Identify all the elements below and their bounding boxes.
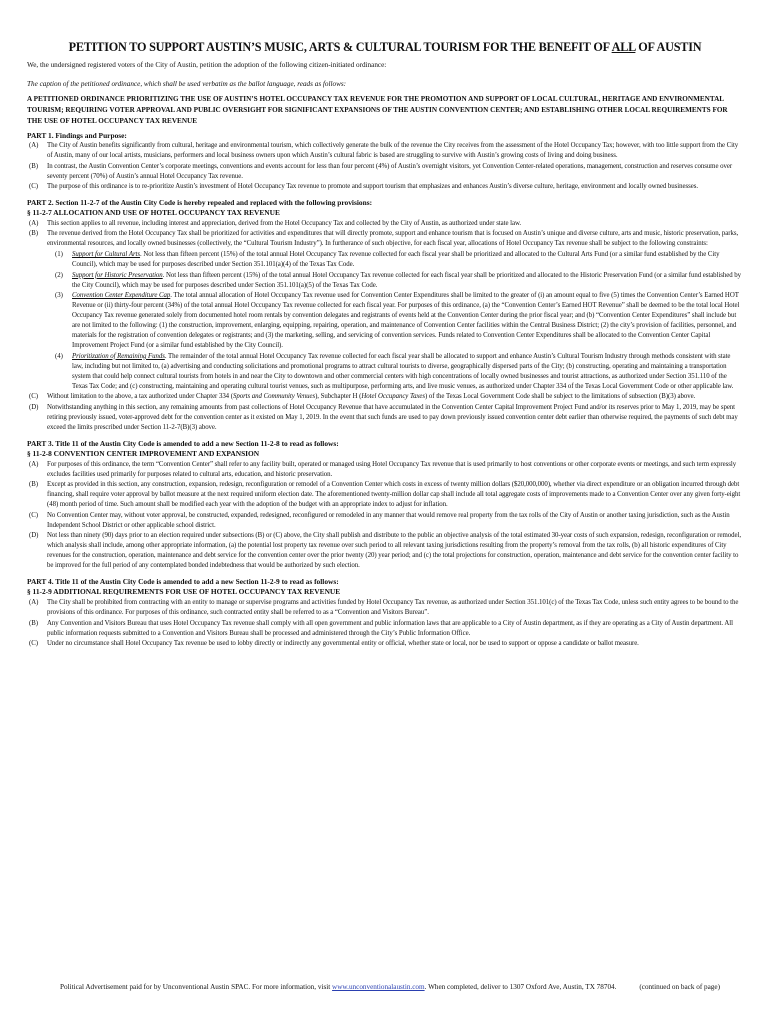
- part2-item-a: [27, 219, 743, 229]
- sub-body: . The remainder of the total annual Hotel Occupancy Tax revenue collected for each fiscal year shall be allocated to support and enhance Austin’s Cultural Tourism Industry through methods consistent with state law, including but not limited to, (a) advertising and conducting solicitations and promotional programs to attract cultural tourists to diverse, geographically dispersed parts of the City; (b) constructing, operating and maintaining a transportation system that could help connect cultural tourists from hotels in and near the City to downtown and other commercial centers with high concentrations of locally owned businesses and tourist attractions, as authorized under Section 351.110 of the Texas Tax Code; and (c) constructing, maintaining and operating cultural tourist venues, such as multipurpose, performing arts, and live music venues, as authorized under Chapter 334 of the Texas Local Government Code or other applicable law.: [72, 352, 734, 390]
- title-before: PETITION TO SUPPORT AUSTIN’S MUSIC, ARTS & CULTURAL TOURISM FOR THE BENEFIT OF: [68, 40, 612, 54]
- item-label: (D): [29, 532, 39, 540]
- item-text: Except as provided in this section, any construction, expansion, redesign, reconfiguration or remodel of a Convention Center which costs in excess of twenty million dollars ($20,000,000), whether via direct expenditure or an obligation incurred through debt financing, shall require voter approval by ballot measure at the next required uniform election date. The aforementioned twenty-million dollar cap shall include all total aggregate costs of improvements made to a Convention Center over any given forty-eight (48) month period of time. Such amount shall be modified each year with the adoption of the budget with an appropriate index to adjust for inflation.: [47, 481, 741, 509]
- part2-sub-1: [55, 250, 743, 270]
- sub-body: . The total annual allocation of Hotel Occupancy Tax revenue used for Convention Center Expenditures shall be limited to the greater of (i) an amount equal to five (5) times the Convention Center’s Earned HOT Revenue or (ii) thirty-four percent (34%) of the total annual Hotel Occupancy Tax revenue collected for each fiscal year. For purposes of this ordinance, (a) the “Convention Center’s Earned HOT Revenue” shall be deemed to be the total local Hotel Occupancy Tax revenue generated solely from documented hotel room rentals by convention delegates and registrants of events held at the Convention Center during the prior fiscal year; and (b) “Convention Center Expenditures” shall include but are not limited to the following: (1) the construction, improvement, enlarging, equipping, repairing, operation, and maintenance of Convention Center facilities within the Central Business District; (2) the city’s provision of facilities, personnel, and materials for the registration of convention delegates or registrants; and (3) the marketing, selling, and servicing of convention services. Funds related to Convention Center Expenditures shall be allocated to the Convention Center Capital Improvement Project Fund (or a similar fund established by the City Council).: [72, 292, 740, 350]
- item-text: The City shall be prohibited from contracting with an entity to manage or supervise programs and activities funded by Hotel Occupancy Tax revenue, as authorized under Section 351.101(c) of the Texas Tax Code, unless such entity agrees to be bound to the provisions of this ordinance. For purposes of this ordinance, such contracted entity shall be referred to as a “Convention and Visitors Bureau”.: [47, 598, 739, 616]
- part1-item-a: [27, 141, 743, 161]
- item-c-mid: ), Subchapter H (: [315, 393, 362, 401]
- sub-body: . Not less than fifteen percent (15%) of the total annual Hotel Occupancy Tax revenue collected for each fiscal year shall be prioritized and allocated to the Cultural Arts Fund (or a similar fund established by the City Council), which may be used for purposes described under Section 351.101(a)(4) of the Texas Tax Code.: [72, 250, 720, 268]
- part2-heading: PART 2. Section 11-2-7 of the Austin City Code is hereby repealed and replaced with the following provisions:: [27, 197, 373, 207]
- item-text: Notwithstanding anything in this section, any remaining amounts from past collections of Hotel Occupancy Revenue that have accumulated in the Convention Center Capital Improvement Project Fund and/or its reserves prior to May 1, 2019, may be spent retiring previously issued, voter-approved debt for the convention center as it existed on May 1, 2019. In the event that such funds are used to pay down previously issued convention center debt earlier than otherwise required, the payments of such debt may exceed the limits prescribed under Section 11-2-7(B)(3) above.: [47, 403, 738, 431]
- item-label: (A): [29, 142, 39, 149]
- website-link[interactable]: www.unconventionalaustin.com: [332, 983, 425, 991]
- item-text: The revenue derived from the Hotel Occupancy Tax shall be prioritized for activities and expenditures that will directly promote, support and enhance tourism that is focused on Austin’s unique and diverse culture, arts and music, historic preservation, parks, environmental resources, and locally owned businesses (collectively, the “Cultural Tourism Industry”). In furtherance of such objective, for each fiscal year, allocations of Hotel Occupancy Tax revenue shall be subject to the following constraints:: [47, 230, 739, 248]
- item-label: (B): [29, 481, 38, 489]
- item-label: (C): [29, 183, 38, 191]
- ordinance-title: A PETITIONED ORDINANCE PRIORITIZING THE USE OF AUSTIN’S HOTEL OCCUPANCY TAX REVENUE FOR THE PROMOTION AND SUPPORT OF LOCAL CULTURAL, HERITAGE AND ENVIRONMENTAL TOURISM; REQUIRING VOTER APPROVAL AND PUBLIC OVERSIGHT FOR SIGNIFICANT EXPANSIONS OF THE AUSTIN CONVENTION CENTER; AND ESTABLISHING OTHER LOCAL REQUIREMENTS FOR THE USE OF HOTEL OCCUPANCY TAX REVENUE: [27, 95, 728, 125]
- item-text: This section applies to all revenue, including interest and appreciation, derived from the Hotel Occupancy Tax and collected by the City of Austin, as authorized under state law.: [47, 219, 522, 227]
- part4-section-title: § 11-2-9 ADDITIONAL REQUIREMENTS FOR USE OF HOTEL OCCUPANCY TAX REVENUE: [27, 586, 341, 596]
- part2-sub-4: [55, 352, 743, 392]
- item-c-after: ) of the Texas Local Government Code shall be subject to the limitations of subsection (B)(3) above.: [425, 393, 696, 401]
- part4-heading: PART 4. Title 11 of the Austin City Code is amended to add a new Section 11-2-9 to read as follows:: [27, 576, 339, 586]
- part1-item-c: [27, 182, 743, 192]
- part4-item-b: [27, 619, 743, 639]
- item-text: [47, 392, 743, 402]
- item-text: No Convention Center may, without voter approval, be constructed, expanded, redesigned, reconfigured or remodeled in any manner that would remove real property from the tax rolls of the City of Austin or another taxing jurisdiction, such as the Austin Independent School District or other applicable school district.: [47, 511, 730, 529]
- item-label: (B): [29, 162, 38, 170]
- item-label: (B): [29, 619, 38, 627]
- item-label: (C): [29, 640, 38, 648]
- part2-sub-2: [55, 271, 743, 291]
- item-c-italic-1: Sports and Community Venues: [232, 393, 316, 401]
- sub-label: (2): [55, 271, 63, 279]
- sub-label: (4): [55, 352, 63, 360]
- item-text: In contrast, the Austin Convention Center’s corporate meetings, conventions and events account for less than four percent (4%) of Austin’s overnight visitors, yet Convention Center-related operations, management, construction and reserves consume over seventy percent (70%) of Austin’s annual Hotel Occupancy Tax revenue.: [47, 162, 733, 180]
- sub-title: Prioritization of Remaining Funds: [72, 352, 165, 360]
- continued-note: (continued on back of page): [639, 983, 720, 991]
- sub-body: . Not less than fifteen percent (15%) of the total annual Hotel Occupancy Tax revenue collected for each fiscal year shall be prioritized and allocated to the Historic Preservation Fund (or a similar fund established by the City Council), which may be used for purposes described under Section 351.101(a)(5) of the Texas Tax Code.: [72, 271, 742, 289]
- part2-section-title: § 11-2-7 ALLOCATION AND USE OF HOTEL OCCUPANCY TAX REVENUE: [27, 207, 280, 217]
- page-title: [27, 40, 743, 55]
- title-underlined: ALL: [611, 40, 636, 54]
- sub-title: Convention Center Expenditure Cap: [72, 292, 171, 300]
- sub-title: Support for Historic Preservation: [72, 271, 163, 279]
- part2-item-d: [27, 403, 743, 433]
- item-text: For purposes of this ordinance, the term “Convention Center” shall refer to any facility built, operated or managed using Hotel Occupancy Tax revenue that is used primarily to host conventions or other corporate events or meetings, and such term expressly excludes facilities used primarily for purposes related to cultural arts, education, and historic preservation.: [47, 460, 737, 478]
- item-label: (C): [29, 393, 38, 401]
- sub-text: [72, 250, 743, 270]
- intro-text: We, the undersigned registered voters of the City of Austin, petition the adoption of the following citizen-initiated ordinance:: [27, 61, 387, 69]
- part4-item-c: [27, 639, 743, 649]
- sub-text: [72, 291, 743, 351]
- part3-item-a: [27, 460, 743, 480]
- item-label: (A): [29, 598, 39, 606]
- item-c-before: Without limitation to the above, a tax authorized under Chapter 334 (: [47, 393, 233, 401]
- sub-text: [72, 271, 743, 291]
- caption-text: The caption of the petitioned ordinance, which shall be used verbatim as the ballot language, reads as follows:: [27, 80, 347, 88]
- sub-label: (1): [55, 250, 63, 258]
- part2-item-b: [27, 229, 743, 249]
- item-text: Any Convention and Visitors Bureau that uses Hotel Occupancy Tax revenue shall comply with all open government and public information laws that are applicable to a City of Austin department, as if they are operating as a City of Austin department. All public information requests submitted to a Convention and Visitors Bureau shall be processed and administered through the City’s Public Information Office.: [47, 619, 733, 637]
- part3-heading: PART 3. Title 11 of the Austin City Code is amended to add a new Section 11-2-8 to read as follows:: [27, 438, 339, 448]
- part3-item-c: [27, 511, 743, 531]
- item-label: (C): [29, 511, 38, 519]
- footer-text: [60, 983, 616, 991]
- footer-after: . When completed, deliver to 1307 Oxford Ave, Austin, TX 78704.: [424, 983, 617, 991]
- sub-label: (3): [55, 292, 63, 300]
- item-c-italic-2: Hotel Occupancy Taxes: [361, 393, 426, 401]
- part2-sub-3: [55, 291, 743, 351]
- part2-item-c: [27, 392, 743, 402]
- part1-item-b: [27, 162, 743, 182]
- item-text: Not less than ninety (90) days prior to an election required under subsections (B) or (C) above, the City shall publish and distribute to the public an objective analysis of the total estimated 30-year costs of such expansion, redesign, reconfiguration or remodel, which analysis shall include, among other appropriate information, (a) the potential lost property tax revenue over such period to all relevant taxing jurisdictions resulting from the property’s removal from the tax rolls, (b) all historic expenditures of City revenues for the construction, operation, maintenance and debt service for the convention center over the prior twenty (20) year period; and (c) the total projections for construction, operation, maintenance and debt service for the convention center facility to be improved for the full period of any contemplated bonded indebtedness that would be authorized by such election.: [47, 532, 742, 570]
- page-footer: [60, 983, 720, 991]
- item-text: The City of Austin benefits significantly from cultural, heritage and environmental tourism, which collectively generate the bulk of the revenue the City receives from the assessment of the Hotel Occupancy Tax; however, with too little support from the City of Austin, many of our local artists, musicians, performers and local business owners upon which Austin’s cultural fabric is based are struggling to survive with Austin’s growing costs of living and doing business.: [47, 142, 739, 159]
- part3-section-title: § 11-2-8 CONVENTION CENTER IMPROVEMENT AND EXPANSION: [27, 448, 260, 458]
- item-label: (D): [29, 403, 39, 411]
- part3-item-b: [27, 480, 743, 510]
- item-label: (A): [29, 219, 39, 227]
- item-text: Under no circumstance shall Hotel Occupancy Tax revenue be used to lobby directly or indirectly any governmental entity or official, whether state or local, nor be used to support or oppose a candidate or ballot measure.: [47, 640, 639, 648]
- part4-item-a: [27, 598, 743, 618]
- title-after: OF AUSTIN: [635, 40, 702, 54]
- item-text: The purpose of this ordinance is to re-prioritize Austin’s investment of Hotel Occupancy Tax revenue to promote and support tourism that emphasizes and enhances Austin’s diverse culture, heritage, environment and locally owned businesses.: [47, 183, 698, 191]
- item-label: (B): [29, 230, 38, 238]
- sub-text: [72, 352, 743, 392]
- part3-item-d: [27, 531, 743, 571]
- part1-heading: PART 1. Findings and Purpose:: [27, 131, 127, 140]
- footer-before: Political Advertisement paid for by Unconventional Austin SPAC. For more information, visit: [60, 983, 333, 991]
- sub-title: Support for Cultural Arts: [72, 250, 141, 258]
- item-label: (A): [29, 460, 39, 468]
